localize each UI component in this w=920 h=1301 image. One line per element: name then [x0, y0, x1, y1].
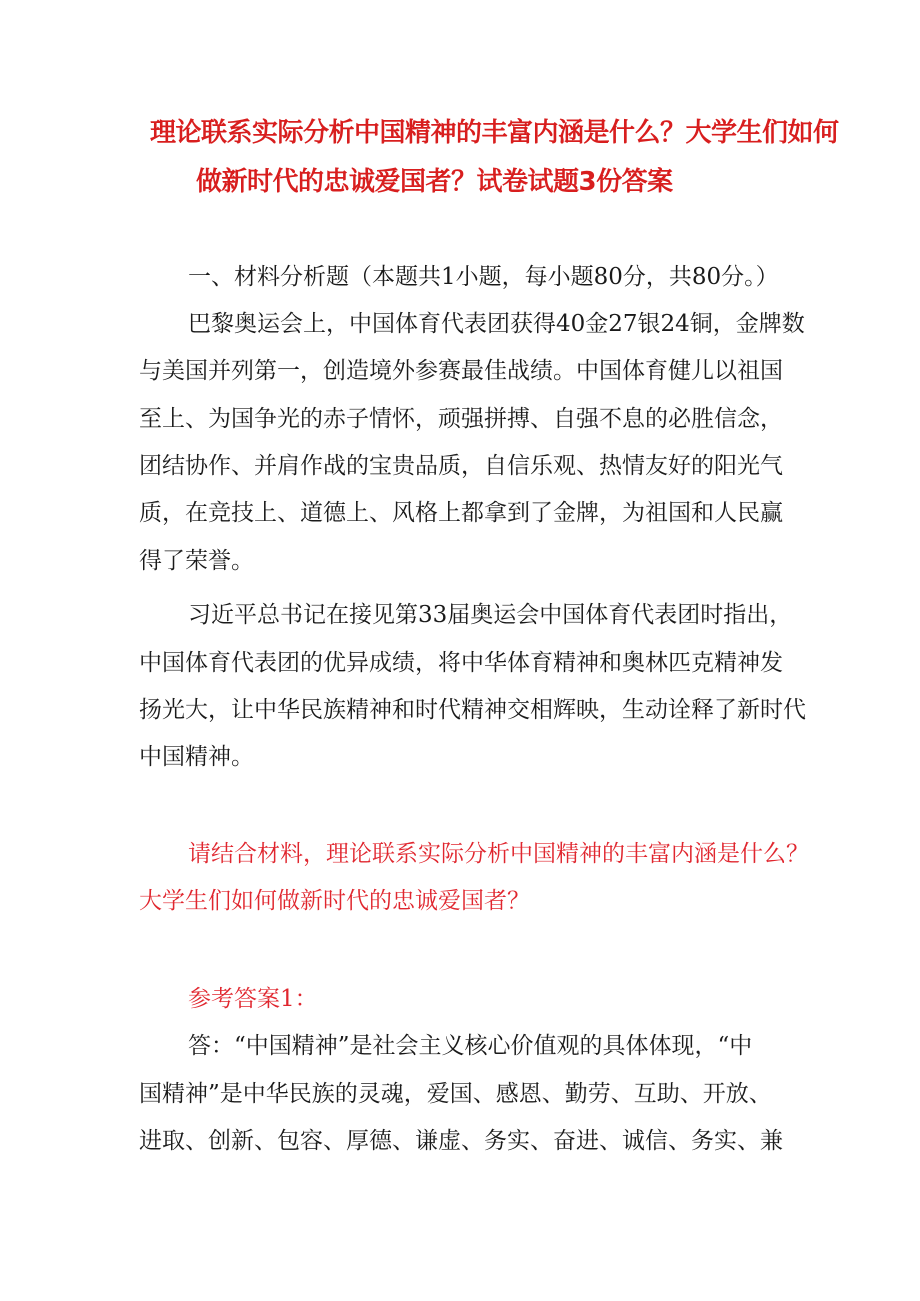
question-line-2: 大学生们如何做新时代的忠诚爱国者？: [139, 888, 530, 914]
answer-line-1: 答：“中国精神”是社会主义核心价值观的具体体现，“中: [188, 1033, 753, 1059]
paragraph-1-line-4: 团结协作、并肩作战的宝贵品质，自信乐观、热情友好的阳光气: [139, 453, 783, 479]
answer-line-2: 国精神”是中华民族的灵魂，爱国、感恩、勤劳、互助、开放、: [139, 1081, 772, 1107]
paragraph-1-line-2: 与美国并列第一，创造境外参赛最佳战绩。中国体育健儿以祖国: [139, 358, 783, 384]
answer-label: 参考答案1：: [188, 986, 318, 1012]
document-title-line-1: 理论联系实际分析中国精神的丰富内涵是什么？大学生们如何: [150, 118, 839, 148]
answer-line-3: 进取、创新、包容、厚德、谦虚、务实、奋进、诚信、务实、兼: [139, 1128, 783, 1154]
paragraph-1-line-3: 至上、为国争光的赤子情怀，顽强拼搏、自强不息的必胜信念，: [139, 406, 783, 432]
paragraph-1-line-1: 巴黎奥运会上，中国体育代表团获得40金27银24铜，金牌数: [188, 311, 805, 337]
document-title-line-2: 做新时代的忠诚爱国者？试卷试题3份答案: [196, 167, 673, 197]
paragraph-2-line-1: 习近平总书记在接见第33届奥运会中国体育代表团时指出，: [188, 602, 793, 628]
paragraph-1-line-6: 得了荣誉。: [139, 548, 254, 574]
paragraph-2-line-4: 中国精神。: [139, 744, 254, 770]
question-line-1: 请结合材料，理论联系实际分析中国精神的丰富内涵是什么？: [188, 841, 809, 867]
paragraph-2-line-2: 中国体育代表团的优异成绩，将中华体育精神和奥林匹克精神发: [139, 650, 783, 676]
paragraph-1-line-5: 质，在竞技上、道德上、风格上都拿到了金牌，为祖国和人民赢: [139, 500, 783, 526]
paragraph-2-line-3: 扬光大，让中华民族精神和时代精神交相辉映，生动诠释了新时代: [139, 697, 806, 723]
section-heading: 一、材料分析题（本题共1小题，每小题80分，共80分。）: [188, 264, 779, 290]
